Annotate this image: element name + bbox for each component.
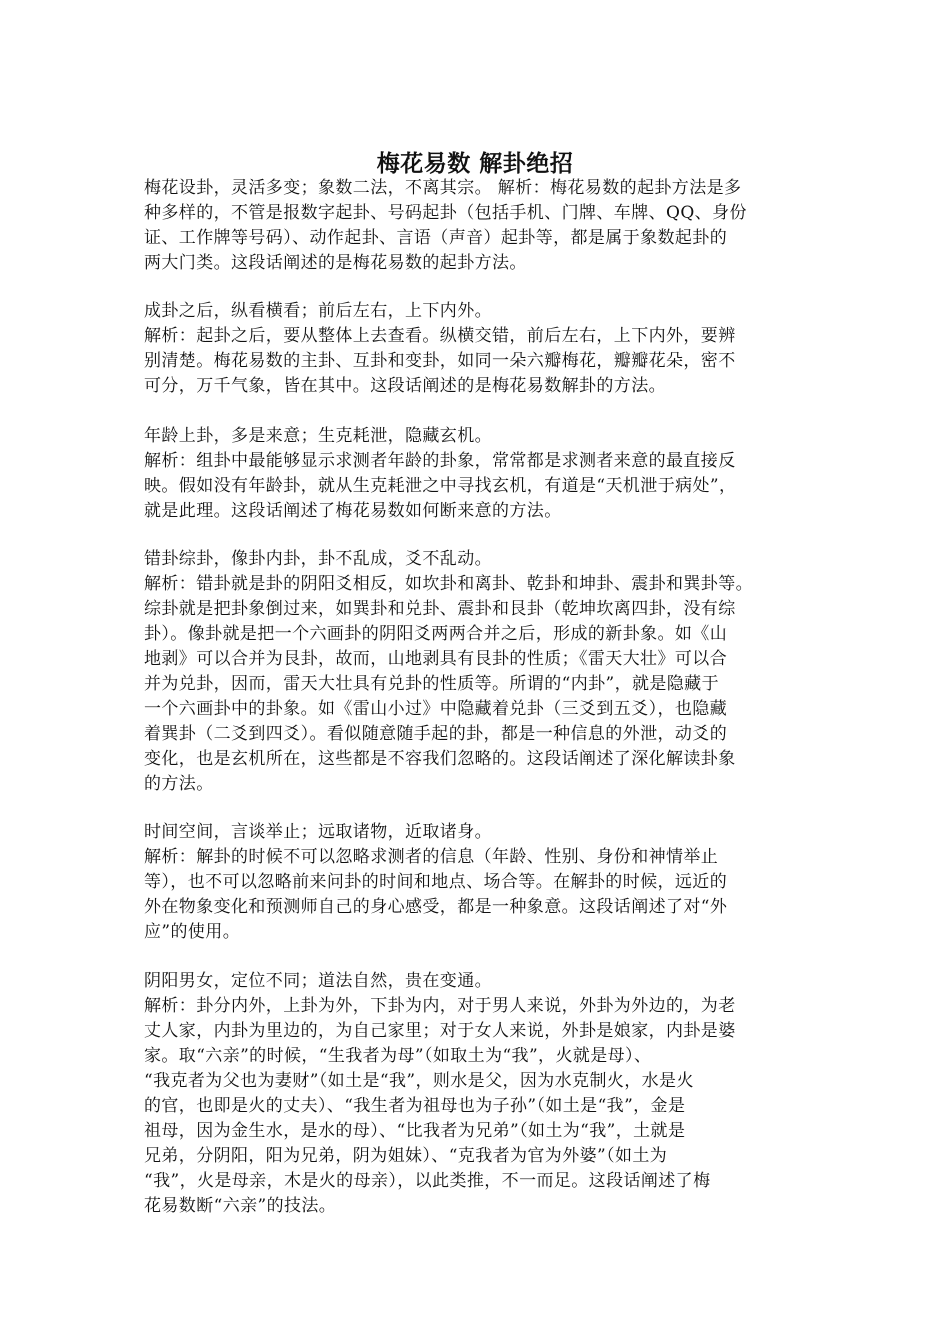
text-line: 等），也不可以忽略前来问卦的时间和地点、场合等。在解卦的时候，远近的 xyxy=(144,872,728,892)
text-line: 可分，万千气象，皆在其中。这段话阐述的是梅花易数解卦的方法。 xyxy=(144,376,666,396)
text-line: 解析：组卦中最能够显示求测者年龄的卦象，常常都是求测者来意的最直接反 xyxy=(144,451,736,471)
text-line: 解析：卦分内外，上卦为外，下卦为内，对于男人来说，外卦为外边的，为老 xyxy=(144,996,736,1016)
text-line: 解析：起卦之后，要从整体上去查看。纵横交错，前后左右，上下内外，要辨 xyxy=(144,326,736,346)
text-line: 阴阳男女，定位不同；道法自然，贵在变通。 xyxy=(144,971,492,991)
text-line: 成卦之后，纵看横看；前后左右，上下内外。 xyxy=(144,301,492,321)
text-line: 映。假如没有年龄卦，就从生克耗泄之中寻找玄机，有道是“天机泄于病处”， xyxy=(144,476,737,496)
text-line: 梅花设卦，灵活多变；象数二法，不离其宗。 解析：梅花易数的起卦方法是多 xyxy=(144,178,742,198)
page-title: 梅花易数 解卦绝招 xyxy=(376,150,574,178)
text-line: “我”，火是母亲，木是火的母亲），以此类推，不一而足。这段话阐述了梅 xyxy=(144,1171,711,1191)
text-line: 花易数断“六亲”的技法。 xyxy=(144,1196,337,1216)
text-line: 家。取“六亲”的时候，“生我者为母”（如取土为“我”，火就是母）、 xyxy=(144,1046,652,1066)
text-line: 兄弟，分阴阳，阳为兄弟，阴为姐妹）、“克我者为官为外婆”（如土为 xyxy=(144,1146,668,1166)
text-line: 年龄上卦，多是来意；生克耗泄，隐藏玄机。 xyxy=(144,426,492,446)
text-line: 变化，也是玄机所在，这些都是不容我们忽略的。这段话阐述了深化解读卦象 xyxy=(144,749,736,769)
text-line: 祖母，因为金生水，是水的母）、“比我者为兄弟”（如土为“我”，土就是 xyxy=(144,1121,686,1141)
text-line: 证、工作牌等号码）、动作起卦、言语（声音）起卦等，都是属于象数起卦的 xyxy=(144,228,728,248)
text-line: 的方法。 xyxy=(144,774,214,794)
text-line: 着巽卦（二爻到四爻）。看似随意随手起的卦，都是一种信息的外泄，动爻的 xyxy=(144,724,728,744)
text-line: 解析：解卦的时候不可以忽略求测者的信息（年龄、性别、身份和神情举止 xyxy=(144,847,719,867)
text-line: 解析：错卦就是卦的阴阳爻相反，如坎卦和离卦、乾卦和坤卦、震卦和巽卦等。 xyxy=(144,574,753,594)
text-line: 外在物象变化和预测师自己的身心感受，都是一种象意。这段话阐述了对“外 xyxy=(144,897,728,917)
text-line: 丈人家，内卦为里边的，为自己家里；对于女人来说，外卦是娘家，内卦是婆 xyxy=(144,1021,736,1041)
text-line: 应”的使用。 xyxy=(144,922,241,942)
text-line: 就是此理。这段话阐述了梅花易数如何断来意的方法。 xyxy=(144,501,562,521)
text-line: 并为兑卦，因而，雷天大壮具有兑卦的性质等。所谓的“内卦”，就是隐藏于 xyxy=(144,674,719,694)
text-line: 综卦就是把卦象倒过来，如巽卦和兑卦、震卦和艮卦（乾坤坎离四卦，没有综 xyxy=(144,599,736,619)
text-line: 一个六画卦中的卦象。如《雷山小过》中隐藏着兑卦（三爻到五爻），也隐藏 xyxy=(144,699,728,719)
text-line: 错卦综卦，像卦内卦，卦不乱成，爻不乱动。 xyxy=(144,549,492,569)
text-line: 两大门类。这段话阐述的是梅花易数的起卦方法。 xyxy=(144,253,527,273)
text-line: “我克者为父也为妻财”（如土是“我”，则水是父，因为水克制火，水是火 xyxy=(144,1071,694,1091)
text-line: 时间空间，言谈举止；远取诸物，近取诸身。 xyxy=(144,822,492,842)
text-line: 种多样的，不管是报数字起卦、号码起卦（包括手机、门牌、车牌、QQ、身份 xyxy=(144,203,747,223)
text-line: 的官，也即是火的丈夫）、“我生者为祖母也为子孙”（如土是“我”，金是 xyxy=(144,1096,686,1116)
text-line: 卦）。像卦就是把一个六画卦的阴阳爻两两合并之后，形成的新卦象。如《山 xyxy=(144,624,728,644)
text-line: 地剥》可以合并为艮卦，故而，山地剥具有艮卦的性质；《雷天大壮》可以合 xyxy=(144,649,728,669)
text-line: 别清楚。梅花易数的主卦、互卦和变卦，如同一朵六瓣梅花，瓣瓣花朵，密不 xyxy=(144,351,736,371)
